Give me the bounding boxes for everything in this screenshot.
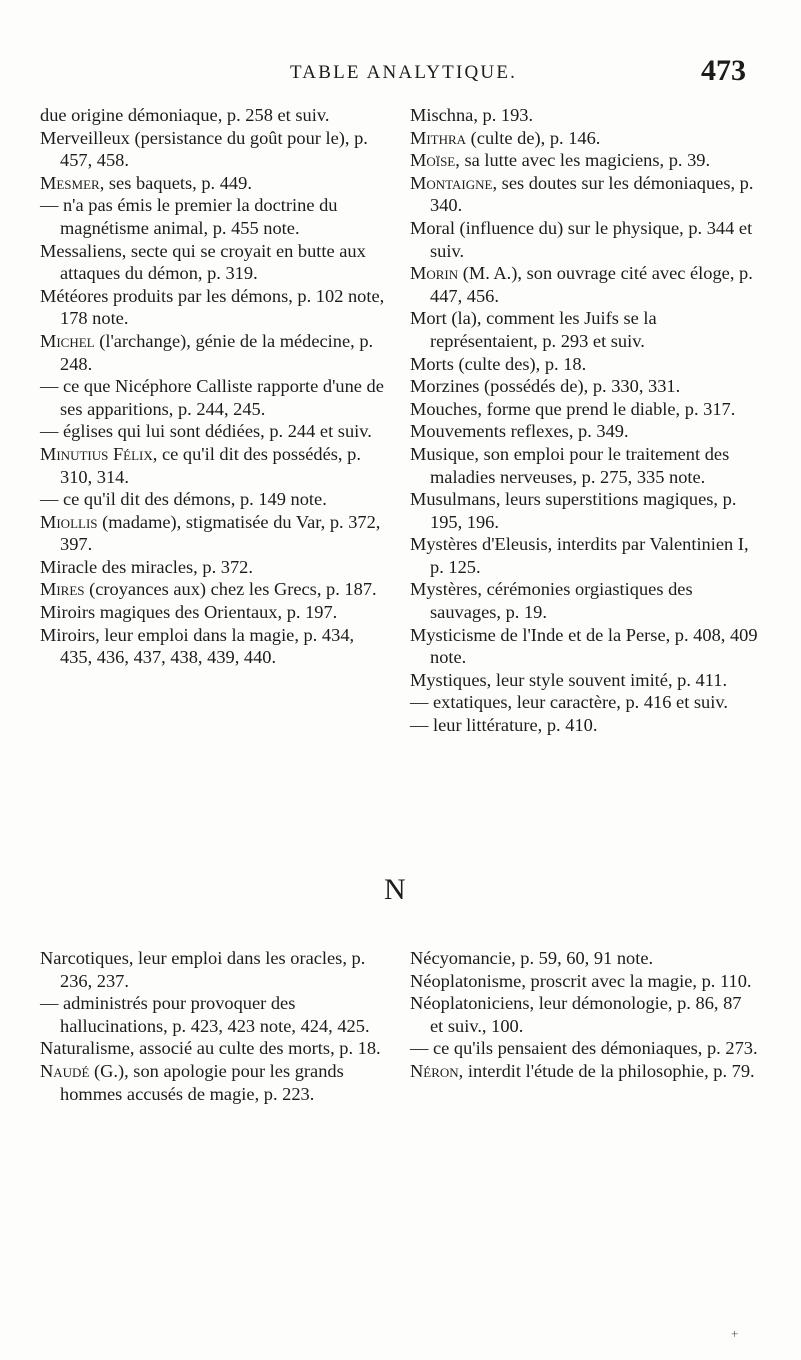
entry-headword: Miollis — [40, 511, 98, 532]
index-entry — [40, 194, 388, 239]
entry-headword: Néron — [410, 1060, 459, 1081]
entry-headword: Michel — [40, 330, 95, 351]
entry-text: due origine démoniaque, p. 258 et suiv. — [40, 105, 330, 125]
entry-text: Musulmans, leurs superstitions magiques, p. 195, 196. — [410, 489, 737, 532]
entry-headword: Naudé — [40, 1060, 90, 1081]
index-entry — [410, 217, 758, 262]
index-entry — [410, 307, 758, 352]
entry-headword: Minutius Félix — [40, 443, 153, 464]
index-entry — [40, 1060, 388, 1105]
index-entry — [410, 624, 758, 669]
index-entry — [40, 420, 388, 443]
index-entry — [410, 669, 758, 692]
entry-text: Miroirs magiques des Orientaux, p. 197. — [40, 602, 338, 623]
index-entry — [410, 1060, 758, 1083]
index-entry — [40, 330, 388, 375]
entry-text: Mouvements reflexes, p. 349. — [410, 421, 629, 442]
index-entry — [410, 420, 758, 443]
entry-text: Mysticisme de l'Inde et de la Perse, p. 408, 409 note. — [410, 624, 758, 668]
entry-text: Néoplatonisme, proscrit avec la magie, p. 110. — [410, 970, 752, 991]
entry-headword: Mesmer — [40, 172, 100, 193]
entry-text: — ce que Nicéphore Calliste rapporte d'une de ses apparitions, p. 244, 245. — [40, 376, 384, 419]
index-entry — [410, 714, 758, 737]
index-entry — [410, 375, 758, 398]
entry-text: Nécyomancie, p. 59, 60, 91 note. — [410, 948, 654, 968]
entry-text: Morts (culte des), p. 18. — [410, 353, 587, 374]
index-entry — [40, 488, 388, 511]
index-entry — [40, 1037, 388, 1060]
index-entry — [40, 104, 388, 127]
entry-headword: Morin — [410, 263, 459, 284]
index-entry — [40, 601, 388, 624]
entry-text: , sa lutte avec les magiciens, p. 39. — [455, 150, 711, 171]
index-entry — [40, 556, 388, 579]
entry-text: Naturalisme, associé au culte des morts, p. 18. — [40, 1038, 381, 1059]
index-entry — [410, 127, 758, 150]
index-entry — [40, 947, 388, 992]
entry-text: (madame), stigmatisée du Var, p. 372, 397. — [60, 511, 381, 555]
entry-text: (M. A.), son ouvrage cité avec éloge, p. 447, 456. — [430, 263, 753, 306]
index-entry — [410, 947, 758, 970]
entry-text: — extatiques, leur caractère, p. 416 et suiv. — [410, 692, 728, 713]
entry-headword: Montaigne — [410, 172, 493, 193]
entry-headword: Mithra — [410, 127, 467, 148]
entry-text: , ses doutes sur les démoniaques, p. 340. — [430, 172, 754, 216]
index-entry — [410, 1037, 758, 1060]
index-entry — [40, 375, 388, 420]
entry-text: (G.), son apologie pour les grands hommes accusés de magie, p. 223. — [60, 1060, 344, 1104]
entry-text: (l'archange), génie de la médecine, p. 248. — [60, 330, 374, 374]
running-title: TABLE ANALYTIQUE. — [290, 62, 518, 83]
index-entry — [40, 240, 388, 285]
index-column-left-n — [40, 947, 388, 1105]
entry-text: — n'a pas émis le premier la doctrine du magnétisme animal, p. 455 note. — [40, 195, 338, 238]
entry-text: — administrés pour provoquer des hallucinations, p. 423, 423 note, 424, 425. — [40, 993, 370, 1036]
entry-headword: Moïse — [410, 150, 456, 171]
entry-text: Merveilleux (persistance du goût pour le), p. 457, 458. — [40, 127, 368, 171]
index-column-right-m — [410, 104, 758, 737]
index-entry — [410, 992, 758, 1037]
entry-text: Messaliens, secte qui se croyait en butte aux attaques du démon, p. 319. — [40, 240, 366, 284]
entry-text: Musique, son emploi pour le traitement des maladies nerveuses, p. 275, 335 note. — [410, 443, 730, 487]
section-letter: N — [384, 873, 406, 906]
entry-text: (croyances aux) chez les Grecs, p. 187. — [84, 579, 377, 600]
index-entry — [410, 262, 758, 307]
index-entry — [410, 172, 758, 217]
page-header — [0, 54, 801, 100]
index-entry — [40, 578, 388, 601]
entry-text: — leur littérature, p. 410. — [410, 715, 598, 736]
entry-text: Mort (la), comment les Juifs se la représentaient, p. 293 et suiv. — [410, 308, 657, 351]
entry-text: Miracle des miracles, p. 372. — [40, 556, 253, 577]
index-column-right-n — [410, 947, 758, 1083]
index-entry — [410, 353, 758, 376]
entry-text: — ce qu'il dit des démons, p. 149 note. — [40, 489, 327, 510]
entry-text: Mischna, p. 193. — [410, 105, 534, 125]
entry-text: , interdit l'étude de la philosophie, p. 79. — [458, 1060, 755, 1081]
index-entry — [40, 511, 388, 556]
index-entry — [40, 443, 388, 488]
index-entry — [410, 149, 758, 172]
entry-text: Miroirs, leur emploi dans la magie, p. 434, 435, 436, 437, 438, 439, 440. — [40, 624, 355, 668]
page-number: 473 — [701, 54, 746, 87]
index-entry — [40, 992, 388, 1037]
index-entry — [410, 578, 758, 623]
scan-mark: + — [731, 1326, 739, 1341]
entry-text: Morzines (possédés de), p. 330, 331. — [410, 376, 681, 397]
entry-text: , ses baquets, p. 449. — [99, 172, 252, 193]
entry-text: Mouches, forme que prend le diable, p. 317. — [410, 398, 736, 419]
entry-text: (culte de), p. 146. — [466, 127, 601, 148]
index-entry — [410, 533, 758, 578]
entry-text: Météores produits par les démons, p. 102 note, 178 note. — [40, 285, 385, 329]
entry-text: Néoplatoniciens, leur démonologie, p. 86, 87 et suiv., 100. — [410, 993, 742, 1036]
index-entry — [410, 691, 758, 714]
index-entry — [40, 172, 388, 195]
entry-text: Mystères, cérémonies orgiastiques des sauvages, p. 19. — [410, 579, 693, 623]
index-entry — [40, 127, 388, 172]
entry-text: — églises qui lui sont dédiées, p. 244 et suiv. — [40, 421, 372, 442]
index-column-left-m — [40, 104, 388, 669]
entry-text: Narcotiques, leur emploi dans les oracles, p. 236, 237. — [40, 948, 366, 991]
index-entry — [410, 488, 758, 533]
index-entry — [410, 970, 758, 993]
index-entry — [40, 624, 388, 669]
index-entry — [410, 104, 758, 127]
index-entry — [40, 285, 388, 330]
entry-text: — ce qu'ils pensaient des démoniaques, p. 273. — [410, 1038, 758, 1059]
index-entry — [410, 443, 758, 488]
index-entry — [410, 398, 758, 421]
entry-text: Moral (influence du) sur le physique, p. 344 et suiv. — [410, 217, 753, 261]
entry-text: Mystiques, leur style souvent imité, p. 411. — [410, 669, 728, 690]
entry-text: , ce qu'il dit des possédés, p. 310, 314. — [60, 443, 361, 487]
entry-text: Mystères d'Eleusis, interdits par Valentinien I, p. 125. — [410, 534, 749, 577]
entry-headword: Mires — [40, 579, 85, 600]
